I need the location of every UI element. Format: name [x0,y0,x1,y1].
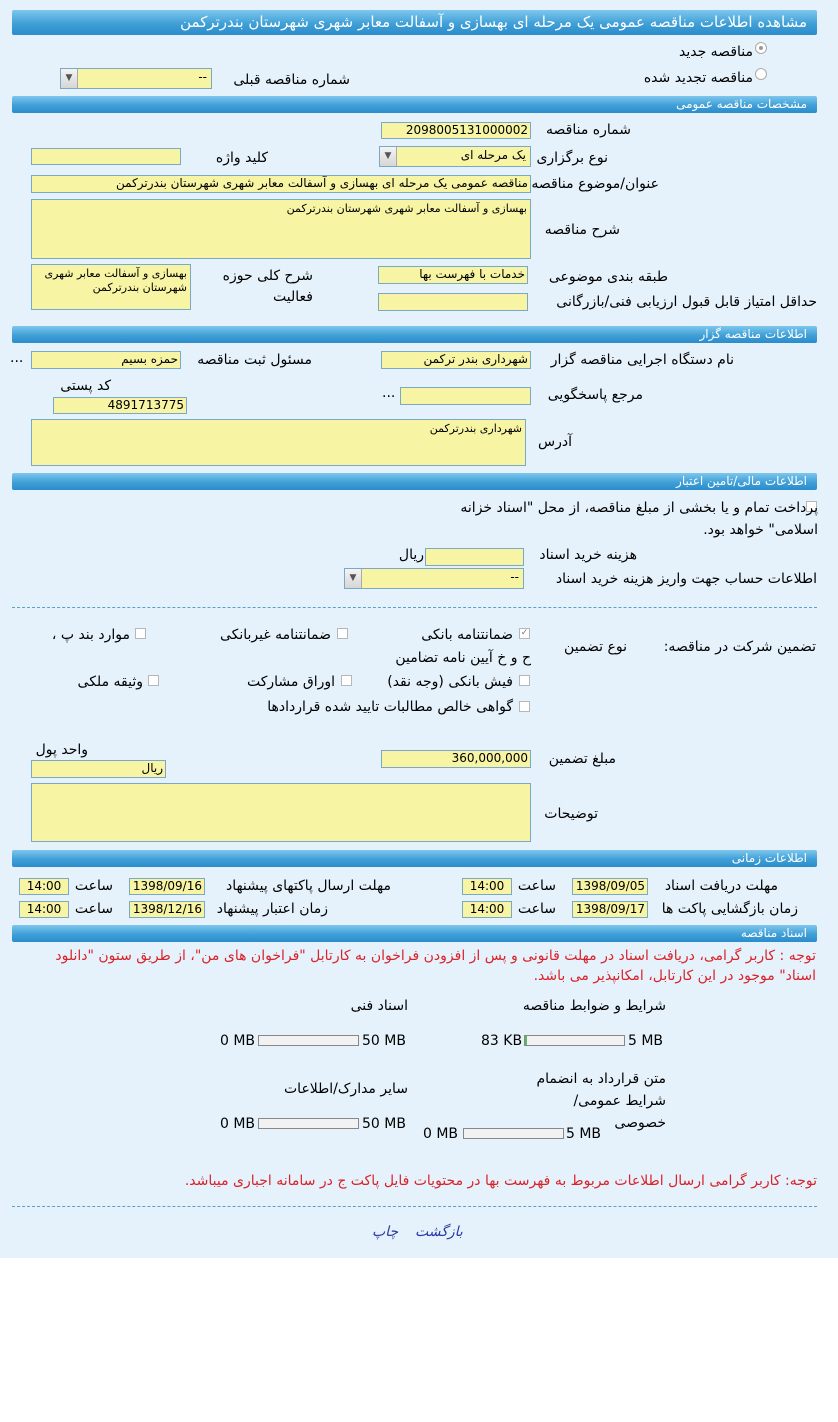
send-time: 14:00 [19,878,69,895]
category-field: خدمات با فهرست بها [378,266,528,284]
contract-size: 0 MB [423,1126,459,1142]
registrar-label: مسئول ثبت مناقصه [197,352,312,368]
min-score-label: حداقل امتیاز قابل قبول ارزیابی فنی/بازرگانی [556,294,817,310]
footer-notice: توجه: کاربر گرامی ارسال اطلاعات مربوط به فهرست بها در محتویات فایل پاکت ج در سامانه اجباری میباشد. [184,1173,817,1189]
prev-tender-label: شماره مناقصه قبلی [233,72,350,88]
open-label: زمان بازگشایی پاکت ها [661,901,798,917]
scope-label: شرح کلی حوزه فعالیت [222,268,313,305]
bank-guarantee-label: ضمانتنامه بانکی [421,627,513,643]
chevron-down-icon: ▼ [345,569,362,588]
other-size: 0 MB [220,1116,256,1132]
tender-no-field: 2098005131000002 [381,122,531,139]
back-link[interactable]: بازگشت [415,1224,463,1240]
tech-progress [258,1035,359,1046]
page-title-bar [12,10,817,35]
clause-label: موارد بند پ ، [51,627,130,643]
tech-label: اسناد فنی [350,998,408,1014]
registrar-more[interactable]: ... [10,350,24,366]
desc-field: بهسازی و آسفالت معابر شهری شهرستان بندرترکمن [31,199,531,259]
prev-tender-select[interactable]: ▼ -- [60,68,212,89]
reference-field [400,387,531,405]
receipt-checkbox[interactable] [519,675,530,686]
chevron-down-icon: ▼ [380,147,397,166]
section-docs: اسناد مناقصه [12,925,817,942]
address-field: شهرداری بندرترکمن [31,419,526,466]
doc-cost-label: هزینه خرید اسناد [539,547,637,563]
address-label: آدرس [538,434,572,450]
guarantee-label: تضمین شرکت در مناقصه: [663,639,816,655]
agency-label: نام دستگاه اجرایی مناقصه گزار [550,352,734,368]
tech-max: 50 MB [362,1033,406,1049]
certificate-label: گواهی خالص مطالبات تایید شده قراردادها [267,699,513,715]
contract-max: 5 MB [566,1126,602,1142]
chevron-down-icon: ▼ [61,69,78,88]
tech-size: 0 MB [220,1033,256,1049]
keyword-field [31,148,181,165]
section-organizer: اطلاعات مناقصه گزار [12,326,817,343]
receipt-label: فیش بانکی (وجه نقد) [387,674,513,690]
subject-field: مناقصه عمومی یک مرحله ای بهسازی و آسفالت معابر شهری شهرستان بندرترکمن [31,175,531,193]
postal-label: کد پستی [60,378,111,394]
section-timing: اطلاعات زمانی [12,850,817,867]
type-select[interactable]: ▼ یک مرحله ای [379,146,531,167]
type-label: نوع برگزاری [536,150,608,166]
renewed-tender-label: مناقصه تجدید شده [643,70,753,86]
tender-no-label: شماره مناقصه [546,122,631,138]
min-score-field [378,293,528,311]
nonbank-guarantee-label: ضمانتنامه غیربانکی [219,627,331,643]
valid-label: زمان اعتبار پیشنهاد [216,901,328,917]
receive-label: مهلت دریافت اسناد [664,878,778,894]
section-finance: اطلاعات مالی/تامین اعتبار [12,473,817,490]
open-time-label: ساعت [517,901,556,917]
terms-label: شرایط و ضوابط مناقصه [522,998,666,1014]
notes-field [31,783,531,842]
doc-cost-field [425,548,524,566]
certificate-checkbox[interactable] [519,701,530,712]
desc-label: شرح مناقصه [544,222,620,238]
guarantee-type-label: نوع تضمین [564,639,627,655]
notes-label: توضیحات [544,806,598,822]
other-progress [258,1118,359,1129]
open-date: 1398/09/17 [572,901,648,918]
reference-label: مرجع پاسخگویی [547,387,643,403]
property-checkbox[interactable] [148,675,159,686]
subject-label: عنوان/موضوع مناقصه [531,176,659,192]
clause-checkbox[interactable] [135,628,146,639]
amount-field: 360,000,000 [381,750,531,768]
terms-max: 5 MB [628,1033,664,1049]
account-label: اطلاعات حساب جهت واریز هزینه خرید اسناد [555,571,817,587]
send-label: مهلت ارسال پاکتهای پیشنهاد [225,878,391,894]
registrar-field: حمزه بسیم [31,351,181,369]
reference-more[interactable]: ... [382,385,396,401]
contract-progress [463,1128,564,1139]
print-link[interactable]: چاپ [372,1224,399,1240]
terms-size: 83 KB [481,1033,523,1049]
account-select[interactable]: ▼ -- [344,568,524,589]
docs-notice: توجه : کاربر گرامی، دریافت اسناد در مهلت قانونی و پس از افزودن فراخوان به کارتابل "فراخوان های من"، از طریق ستون "دانلود اسناد" موجود در این کارتابل، امکانپذیر می باشد. [55,948,816,984]
agency-field: شهرداری بندر ترکمن [381,351,531,369]
valid-date: 1398/12/16 [129,901,205,918]
send-time-label: ساعت [74,878,113,894]
bank-guarantee-checkbox[interactable]: ✓ [520,628,529,638]
unit-label: واحد پول [35,742,88,758]
postal-field: 4891713775 [53,397,187,414]
receive-date: 1398/09/05 [572,878,648,895]
bonds-label: اوراق مشارکت [246,674,335,690]
nonbank-guarantee-checkbox[interactable] [337,628,348,639]
keyword-label: کلید واژه [215,150,268,166]
scope-field: بهسازی و آسفالت معابر شهری شهرستان بندرترکمن [31,264,191,310]
treasury-text: پرداخت تمام و یا بخشی از مبلغ مناقصه، از محل "اسناد خزانه اسلامی" خواهد بود. [460,500,818,538]
divider [12,1206,817,1207]
contract-label: متن قرارداد به انضمام شرایط عمومی/خصوصی [536,1071,666,1131]
clause-cont-label: ح و خ آیین نامه تضامین [395,650,531,666]
other-max: 50 MB [362,1116,406,1132]
other-label: سایر مدارک/اطلاعات [284,1081,408,1097]
send-date: 1398/09/16 [129,878,205,895]
doc-cost-currency: ریال [398,547,424,563]
section-general: مشخصات مناقصه عمومی [12,96,817,113]
open-time: 14:00 [462,901,512,918]
receive-time: 14:00 [462,878,512,895]
renewed-tender-radio[interactable] [755,68,767,80]
new-tender-label: مناقصه جدید [678,44,753,60]
page-title: مشاهده اطلاعات مناقصه عمومی یک مرحله ای بهسازی و آسفالت معابر شهری شهرستان بندرترکمن [180,13,807,31]
category-label: طبقه بندی موضوعی [548,269,668,285]
valid-time-label: ساعت [74,901,113,917]
divider [12,607,817,608]
valid-time: 14:00 [19,901,69,918]
terms-progress [524,1035,625,1046]
unit-field: ریال [31,760,166,778]
new-tender-radio[interactable] [755,42,767,54]
receive-time-label: ساعت [517,878,556,894]
amount-label: مبلغ تضمین [548,751,616,767]
property-label: وثیقه ملکی [77,674,143,690]
terms-progress-fill [525,1036,527,1045]
bonds-checkbox[interactable] [341,675,352,686]
